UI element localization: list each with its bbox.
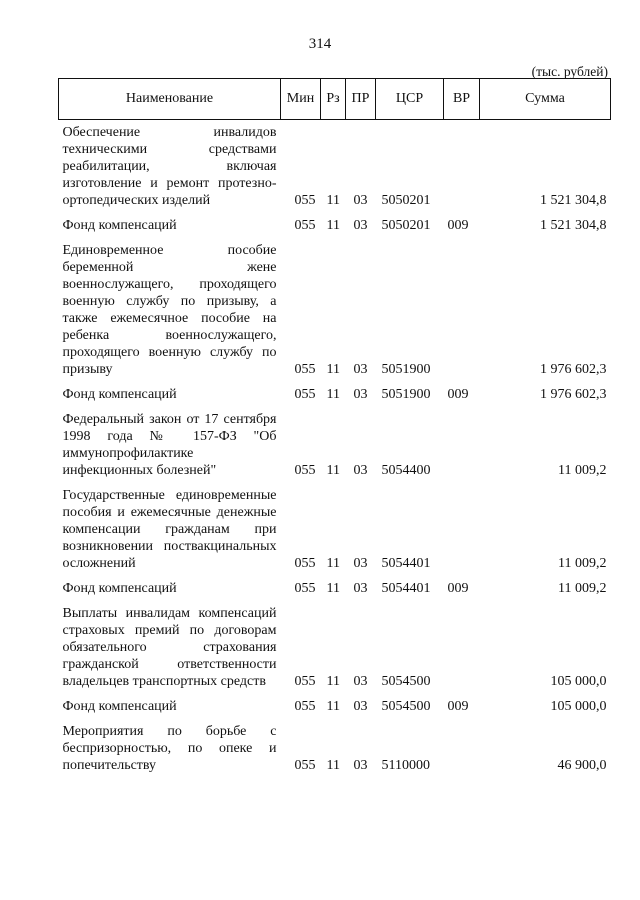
row-sum: 11 009,2 [558,556,607,571]
row-name: Государственные единовременные пособия и ежемесячные денежные компенсации гражданам при возникновении поствакцинальных осложнений [62,488,277,571]
row-name: Обеспечение инвалидов техническими средствами реабилитации, включая изготовление и ремонт протезно-ортопедических изделий [62,125,277,208]
row-csr: 5054500 [381,699,431,714]
row-sum: 105 000,0 [550,674,607,689]
table-row [59,694,611,719]
row-min: 055 [294,758,316,773]
row-name: Фонд компенсаций [62,581,177,596]
row-pr: 03 [353,556,368,571]
row-vr: 009 [447,218,469,233]
header-pr: ПР [346,79,376,120]
row-csr: 5054401 [381,581,431,596]
row-rz: 11 [326,362,340,377]
row-csr: 5110000 [381,758,430,773]
row-min: 055 [294,193,316,208]
row-rz: 11 [326,193,340,208]
row-pr: 03 [353,699,368,714]
row-sum: 11 009,2 [558,581,607,596]
row-rz: 11 [326,387,340,402]
row-pr: 03 [353,387,368,402]
header-csr: ЦСР [376,79,444,120]
row-vr [444,407,480,483]
budget-table [58,78,611,778]
row-pr: 03 [353,463,368,478]
row-vr [444,719,480,778]
row-name: Фонд компенсаций [62,387,177,402]
row-pr: 03 [353,581,368,596]
row-csr: 5051900 [381,387,431,402]
row-rz: 11 [326,556,340,571]
row-rz: 11 [326,463,340,478]
row-vr [444,238,480,382]
table-row [59,120,611,214]
row-min: 055 [294,556,316,571]
row-sum: 1 521 304,8 [540,218,607,233]
row-rz: 11 [326,699,340,714]
header-min: Мин [281,79,321,120]
table-row [59,719,611,778]
row-sum: 1 521 304,8 [540,193,607,208]
row-sum: 46 900,0 [557,758,607,773]
header-rz: Рз [321,79,346,120]
row-min: 055 [294,387,316,402]
row-vr: 009 [447,387,469,402]
page-number: 314 [308,36,332,52]
row-pr: 03 [353,218,368,233]
row-vr [444,601,480,694]
row-csr: 5054401 [381,556,431,571]
row-vr [444,120,480,214]
row-csr: 5050201 [381,218,431,233]
row-vr: 009 [447,581,469,596]
row-vr: 009 [447,699,469,714]
row-rz: 11 [326,674,340,689]
row-min: 055 [294,674,316,689]
row-csr: 5054500 [381,674,431,689]
row-csr: 5054400 [381,463,431,478]
header-name: Наименование [59,79,281,120]
header-vr: ВР [444,79,480,120]
row-min: 055 [294,581,316,596]
row-name: Фонд компенсаций [62,699,177,714]
row-name: Единовременное пособие беременной жене военнослужащего, проходящего военную службу по призыву, а также ежемесячное пособие на ребенка военнослужащего, проходящего военную службу по призыву [62,243,277,377]
row-min: 055 [294,463,316,478]
row-rz: 11 [326,758,340,773]
table-header-row [59,79,611,120]
row-name: Мероприятия по борьбе с беспризорностью, по опеке и попечительству [62,724,277,773]
row-sum: 1 976 602,3 [540,362,607,377]
row-sum: 1 976 602,3 [540,387,607,402]
row-min: 055 [294,218,316,233]
row-pr: 03 [353,674,368,689]
table-row [59,576,611,601]
row-sum: 11 009,2 [558,463,607,478]
table-row [59,483,611,576]
row-rz: 11 [326,581,340,596]
row-csr: 5051900 [381,362,431,377]
table-row [59,238,611,382]
table-body [59,120,611,779]
row-name: Фонд компенсаций [62,218,177,233]
header-sum: Сумма [480,79,611,120]
table-row [59,382,611,407]
row-sum: 105 000,0 [550,699,607,714]
units-label: (тыс. рублей) [531,64,608,79]
row-pr: 03 [353,758,368,773]
row-name: Выплаты инвалидам компенсаций страховых премий по договорам обязательного страхования гражданской ответственности владельцев транспортных средств [62,606,277,689]
row-name: Федеральный закон от 17 сентября 1998 года № 157-ФЗ "Об иммунопрофилактике инфекционных болезней" [62,412,277,478]
row-vr [444,483,480,576]
row-pr: 03 [353,193,368,208]
table-row [59,601,611,694]
row-pr: 03 [353,362,368,377]
row-min: 055 [294,362,316,377]
table-row [59,407,611,483]
table-row [59,213,611,238]
row-min: 055 [294,699,316,714]
row-rz: 11 [326,218,340,233]
row-csr: 5050201 [381,193,431,208]
